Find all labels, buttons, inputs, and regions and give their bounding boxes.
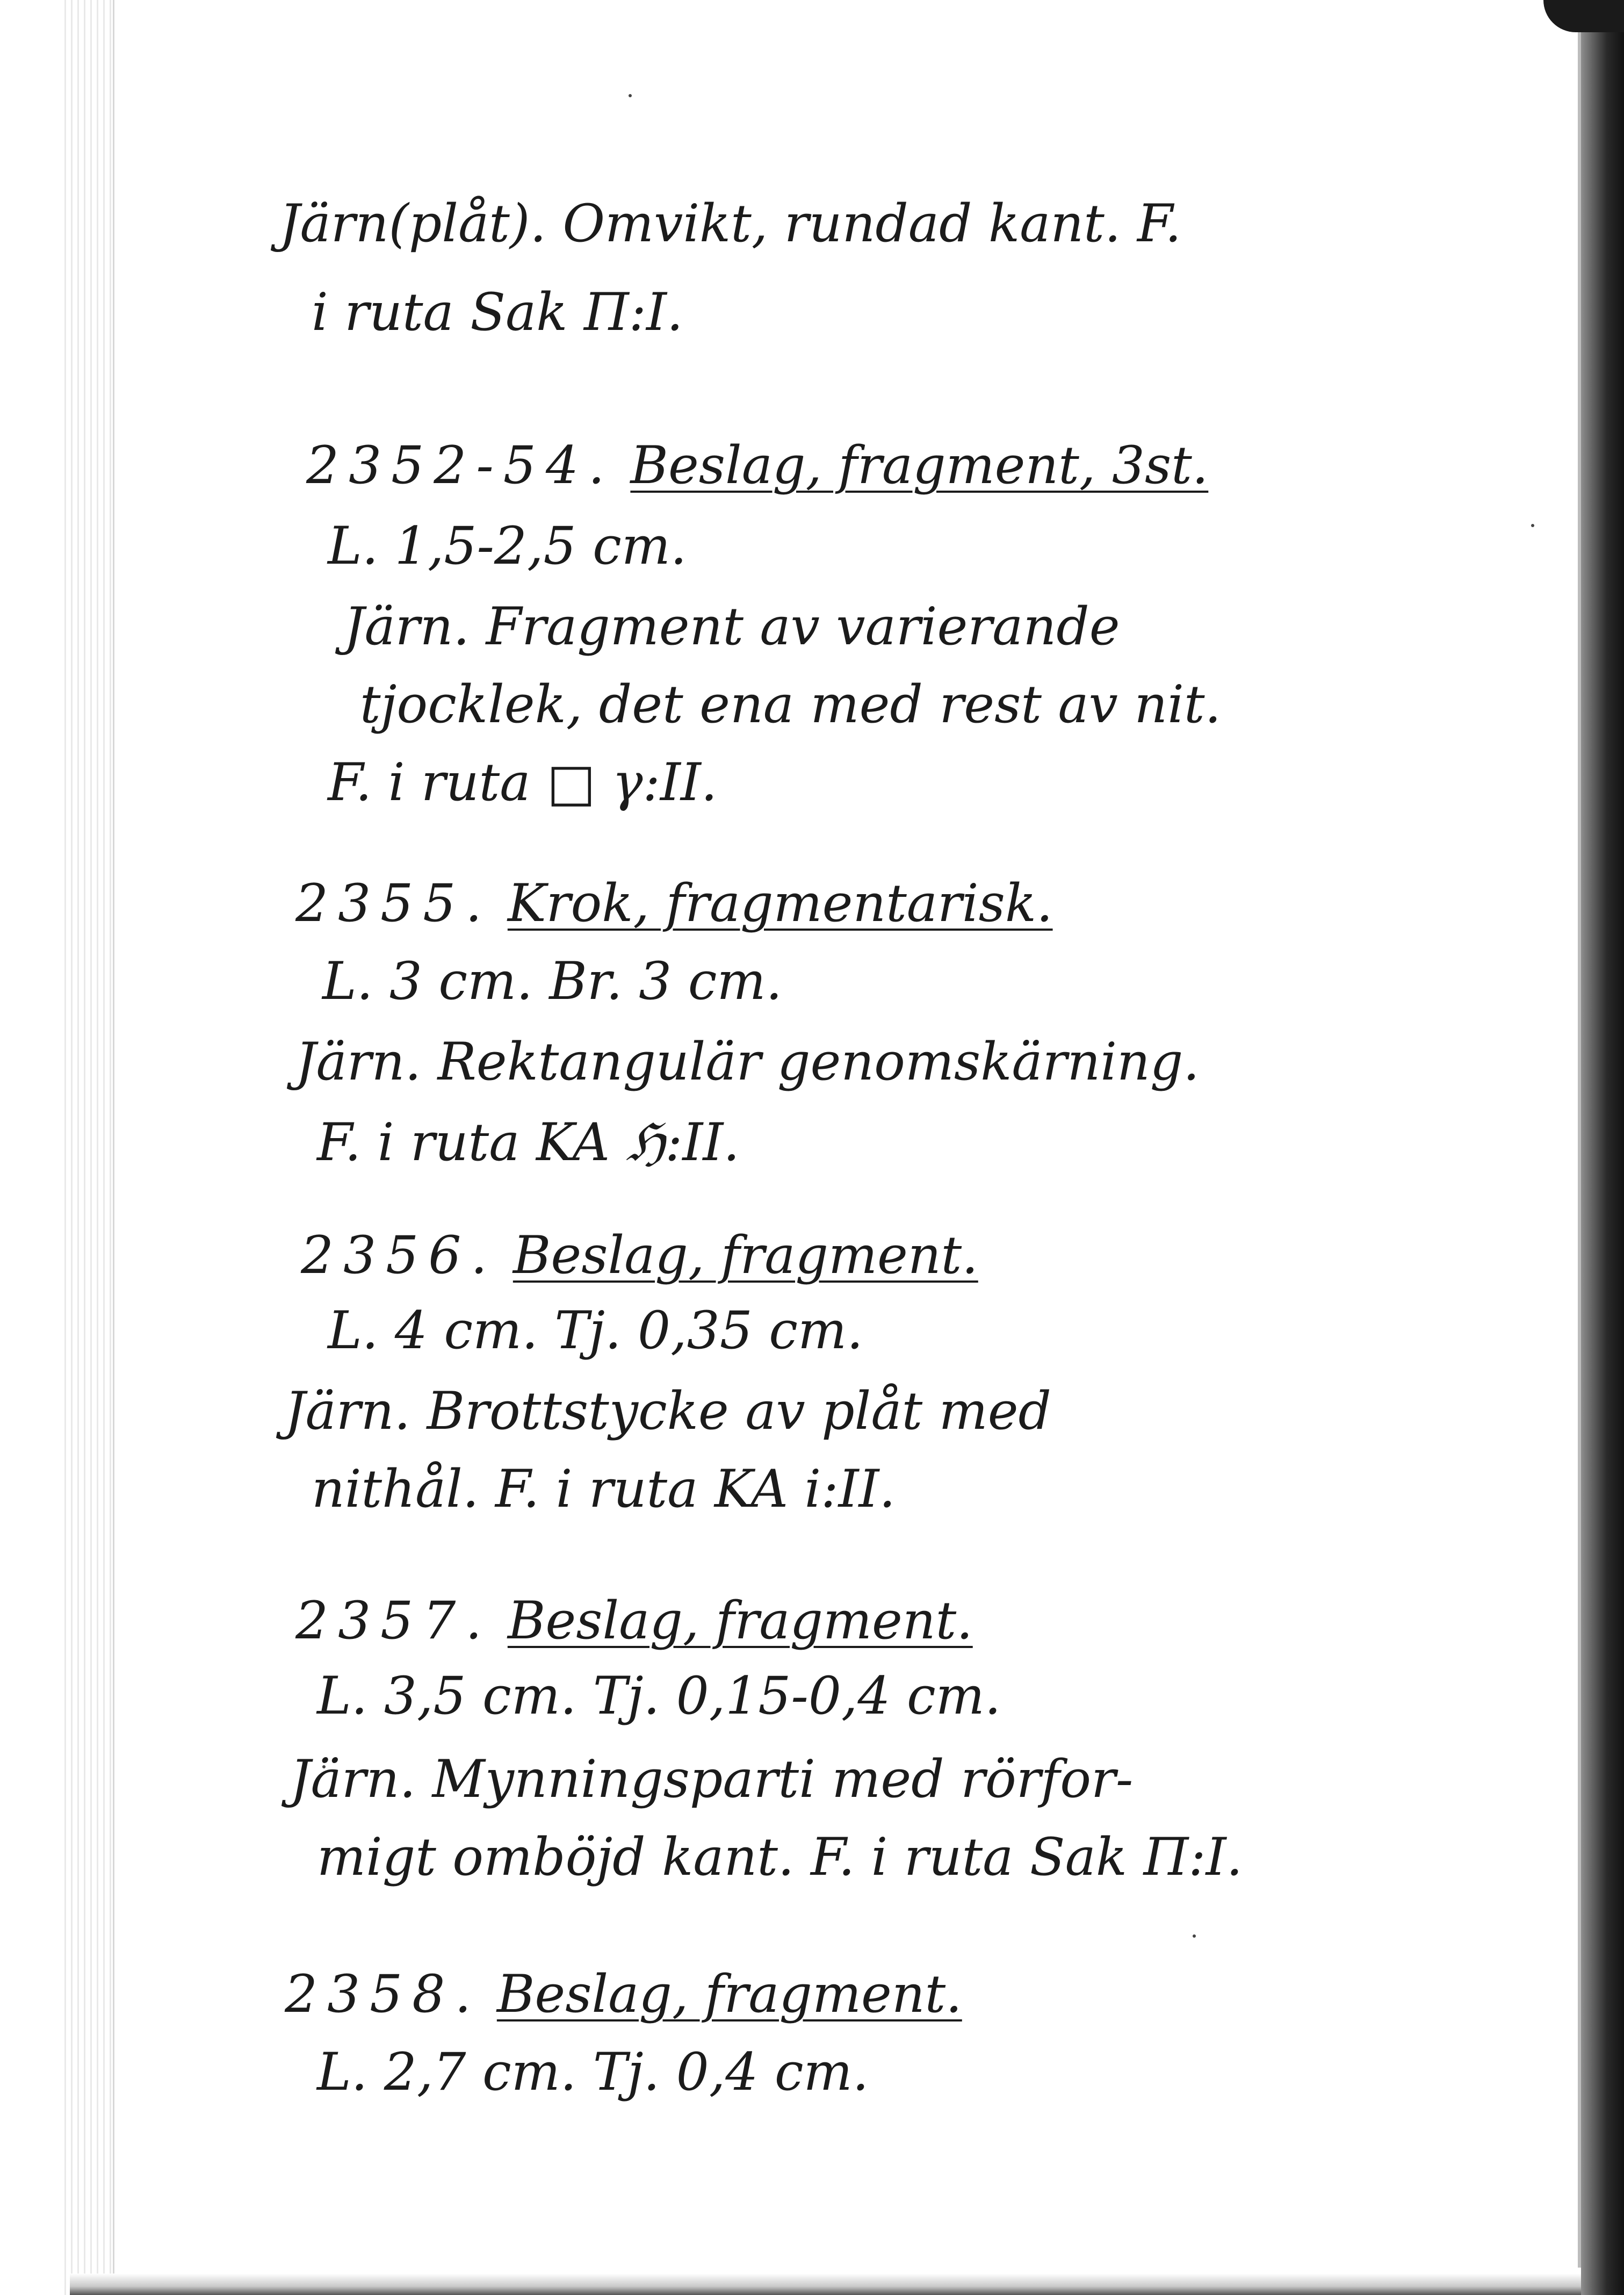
book-binding-corner: [1543, 0, 1624, 32]
entry-title: Krok, fragmentarisk.: [507, 873, 1053, 933]
entry-title: Beslag, fragment.: [496, 1964, 962, 2024]
entry-line: Järn. Fragment av varierande: [344, 596, 1120, 657]
entry-line: L. 2,7 cm. Tj. 0,4 cm.: [317, 2042, 869, 2102]
book-binding: [1581, 0, 1624, 2295]
entry-line: nithål. F. i ruta KA i:II.: [312, 1459, 896, 1519]
entry-heading: [295, 873, 1053, 933]
entry-line: F. i ruta □ γ:II.: [328, 752, 718, 812]
entry-title: Beslag, fragment.: [513, 1225, 978, 1285]
book-bottom-edge: [70, 2274, 1581, 2295]
entry-line: tjocklek, det ena med rest av nit.: [360, 674, 1222, 735]
entry-heading: [301, 1225, 978, 1285]
entry-title: Beslag, fragment.: [507, 1591, 973, 1651]
entry-line: Järn. Brottstycke av plåt med: [285, 1381, 1051, 1441]
entry-heading: [306, 435, 1208, 495]
entry-line: migt omböjd kant. F. i ruta Sak Π:I.: [317, 1827, 1243, 1887]
entry-heading: [295, 1591, 973, 1651]
entry-number: 2356.: [301, 1225, 497, 1285]
entry-line: i ruta Sak Π:I.: [312, 282, 683, 342]
entry-line: L. 4 cm. Tj. 0,35 cm.: [328, 1300, 863, 1361]
book-page-edges: [64, 0, 114, 2295]
entry-line: L. 3,5 cm. Tj. 0,15-0,4 cm.: [317, 1666, 1001, 1726]
entry-line: L. 3 cm. Br. 3 cm.: [322, 951, 783, 1011]
entry-number: 2355.: [295, 873, 492, 933]
entry-title: Beslag, fragment, 3st.: [630, 435, 1209, 495]
entry-number: 2357.: [295, 1591, 492, 1651]
entry-number: 2358.: [285, 1964, 481, 2024]
entry-heading: [285, 1964, 962, 2024]
entry-line: F. i ruta KA ℌ:II.: [317, 1112, 740, 1172]
entry-line: Järn. Mynningsparti med rörfor-: [290, 1749, 1134, 1809]
entry-line: Järn(plåt). Omvikt, rundad kant. F.: [279, 193, 1182, 254]
entry-number: 2352-54.: [306, 435, 615, 495]
entry-line: L. 1,5-2,5 cm.: [328, 516, 687, 576]
entry-line: Järn. Rektangulär genomskärning.: [295, 1032, 1200, 1092]
